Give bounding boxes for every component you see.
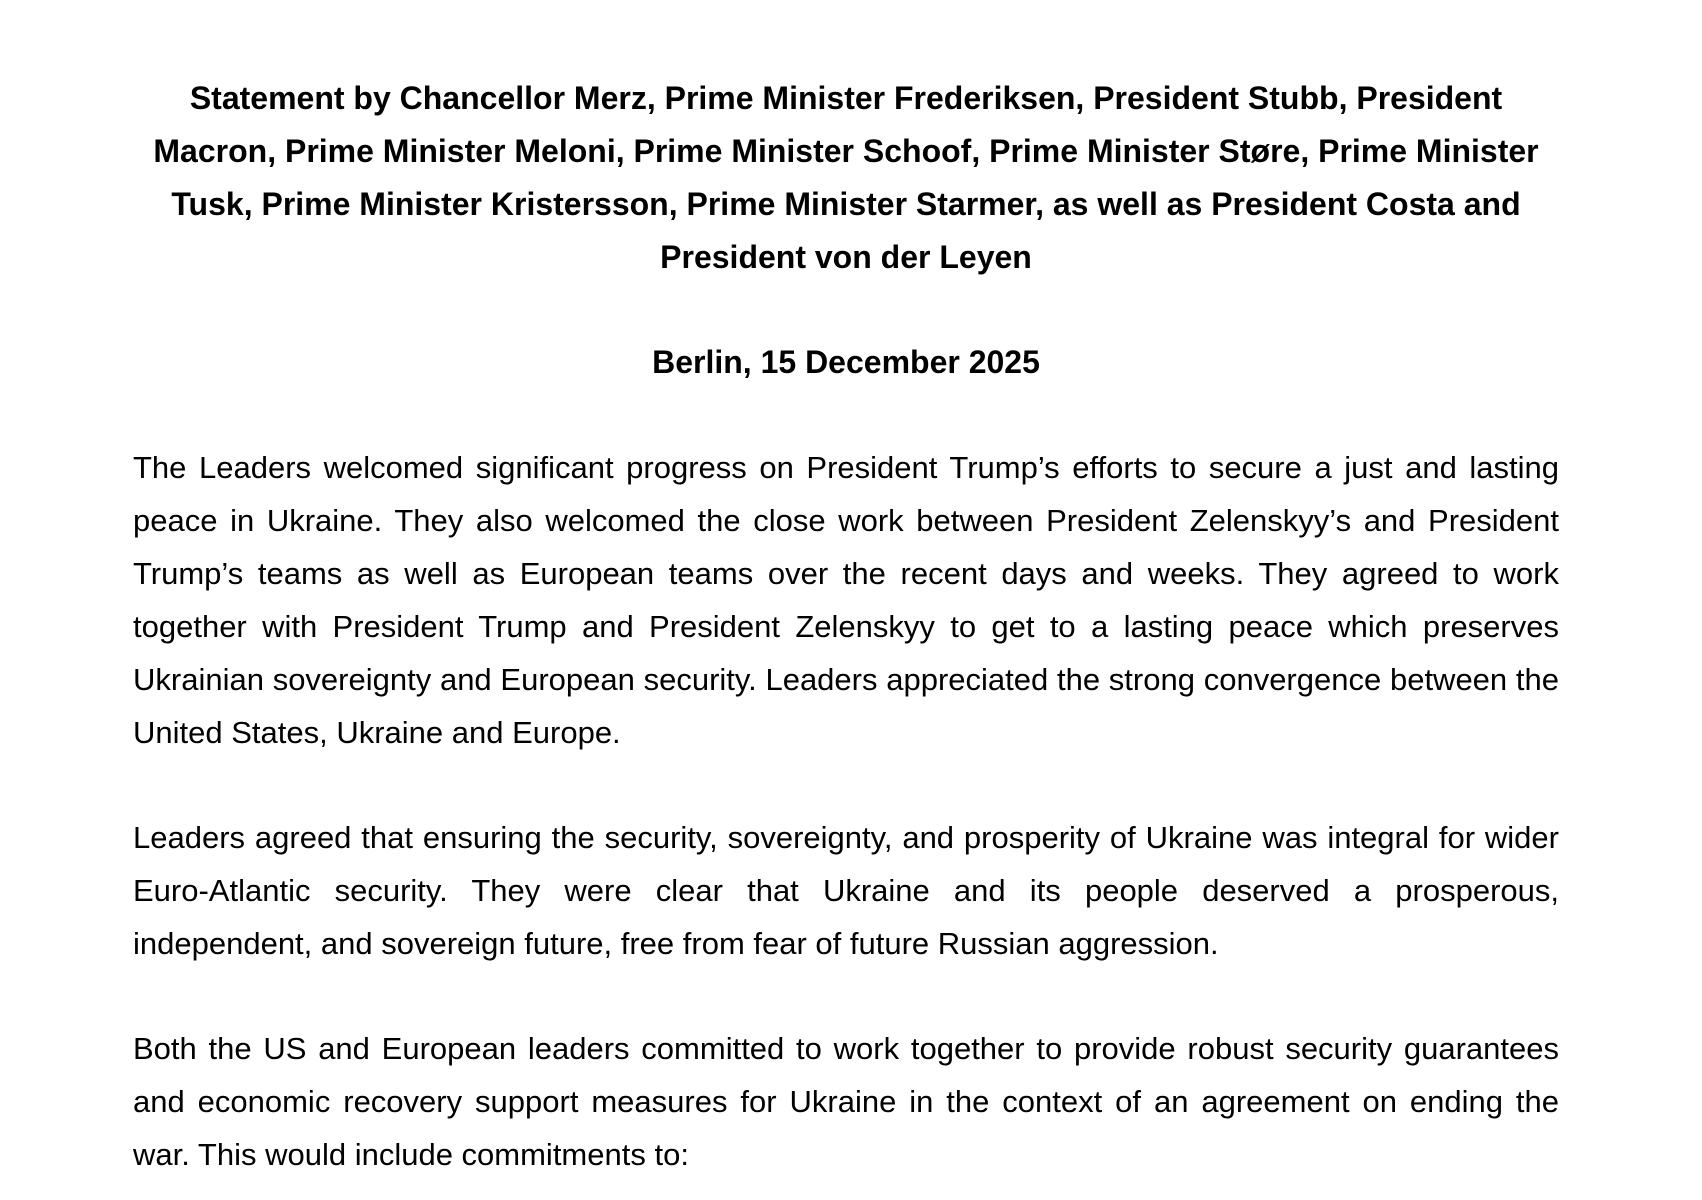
statement-title: Statement by Chancellor Merz, Prime Minister Frederiksen, President Stubb, President Macron, Prime Minister Meloni, Prime Minister Schoof, Prime Minister Støre, Prime Minister Tusk, Prime Minister Kristersson, Prime Minister Starmer, as well as President Costa and President von der Leyen xyxy=(153,80,1539,275)
paragraph-1: The Leaders welcomed significant progress on President Trump’s efforts to secure a just and lasting peace in Ukraine. They also welcomed the close work between President Zelenskyy’s and President Trump’s teams as well as European teams over the recent days and weeks. They agreed to work together with President Trump and President Zelenskyy to get to a lasting peace which preserves Ukrainian sovereignty and European security. Leaders appreciated the strong convergence between the United States, Ukraine and Europe. xyxy=(133,450,1559,750)
paragraph-2: Leaders agreed that ensuring the security, sovereignty, and prosperity of Ukraine was integral for wider Euro-Atlantic security. They were clear that Ukraine and its people deserved a prosperous, independent, and sovereign future, free from fear of future Russian aggression. xyxy=(133,820,1559,961)
paragraph-3: Both the US and European leaders committed to work together to provide robust security guarantees and economic recovery support measures for Ukraine in the context of an agreement on ending the war. This would include commitments to: xyxy=(133,1031,1559,1172)
dateline: Berlin, 15 December 2025 xyxy=(652,344,1040,380)
